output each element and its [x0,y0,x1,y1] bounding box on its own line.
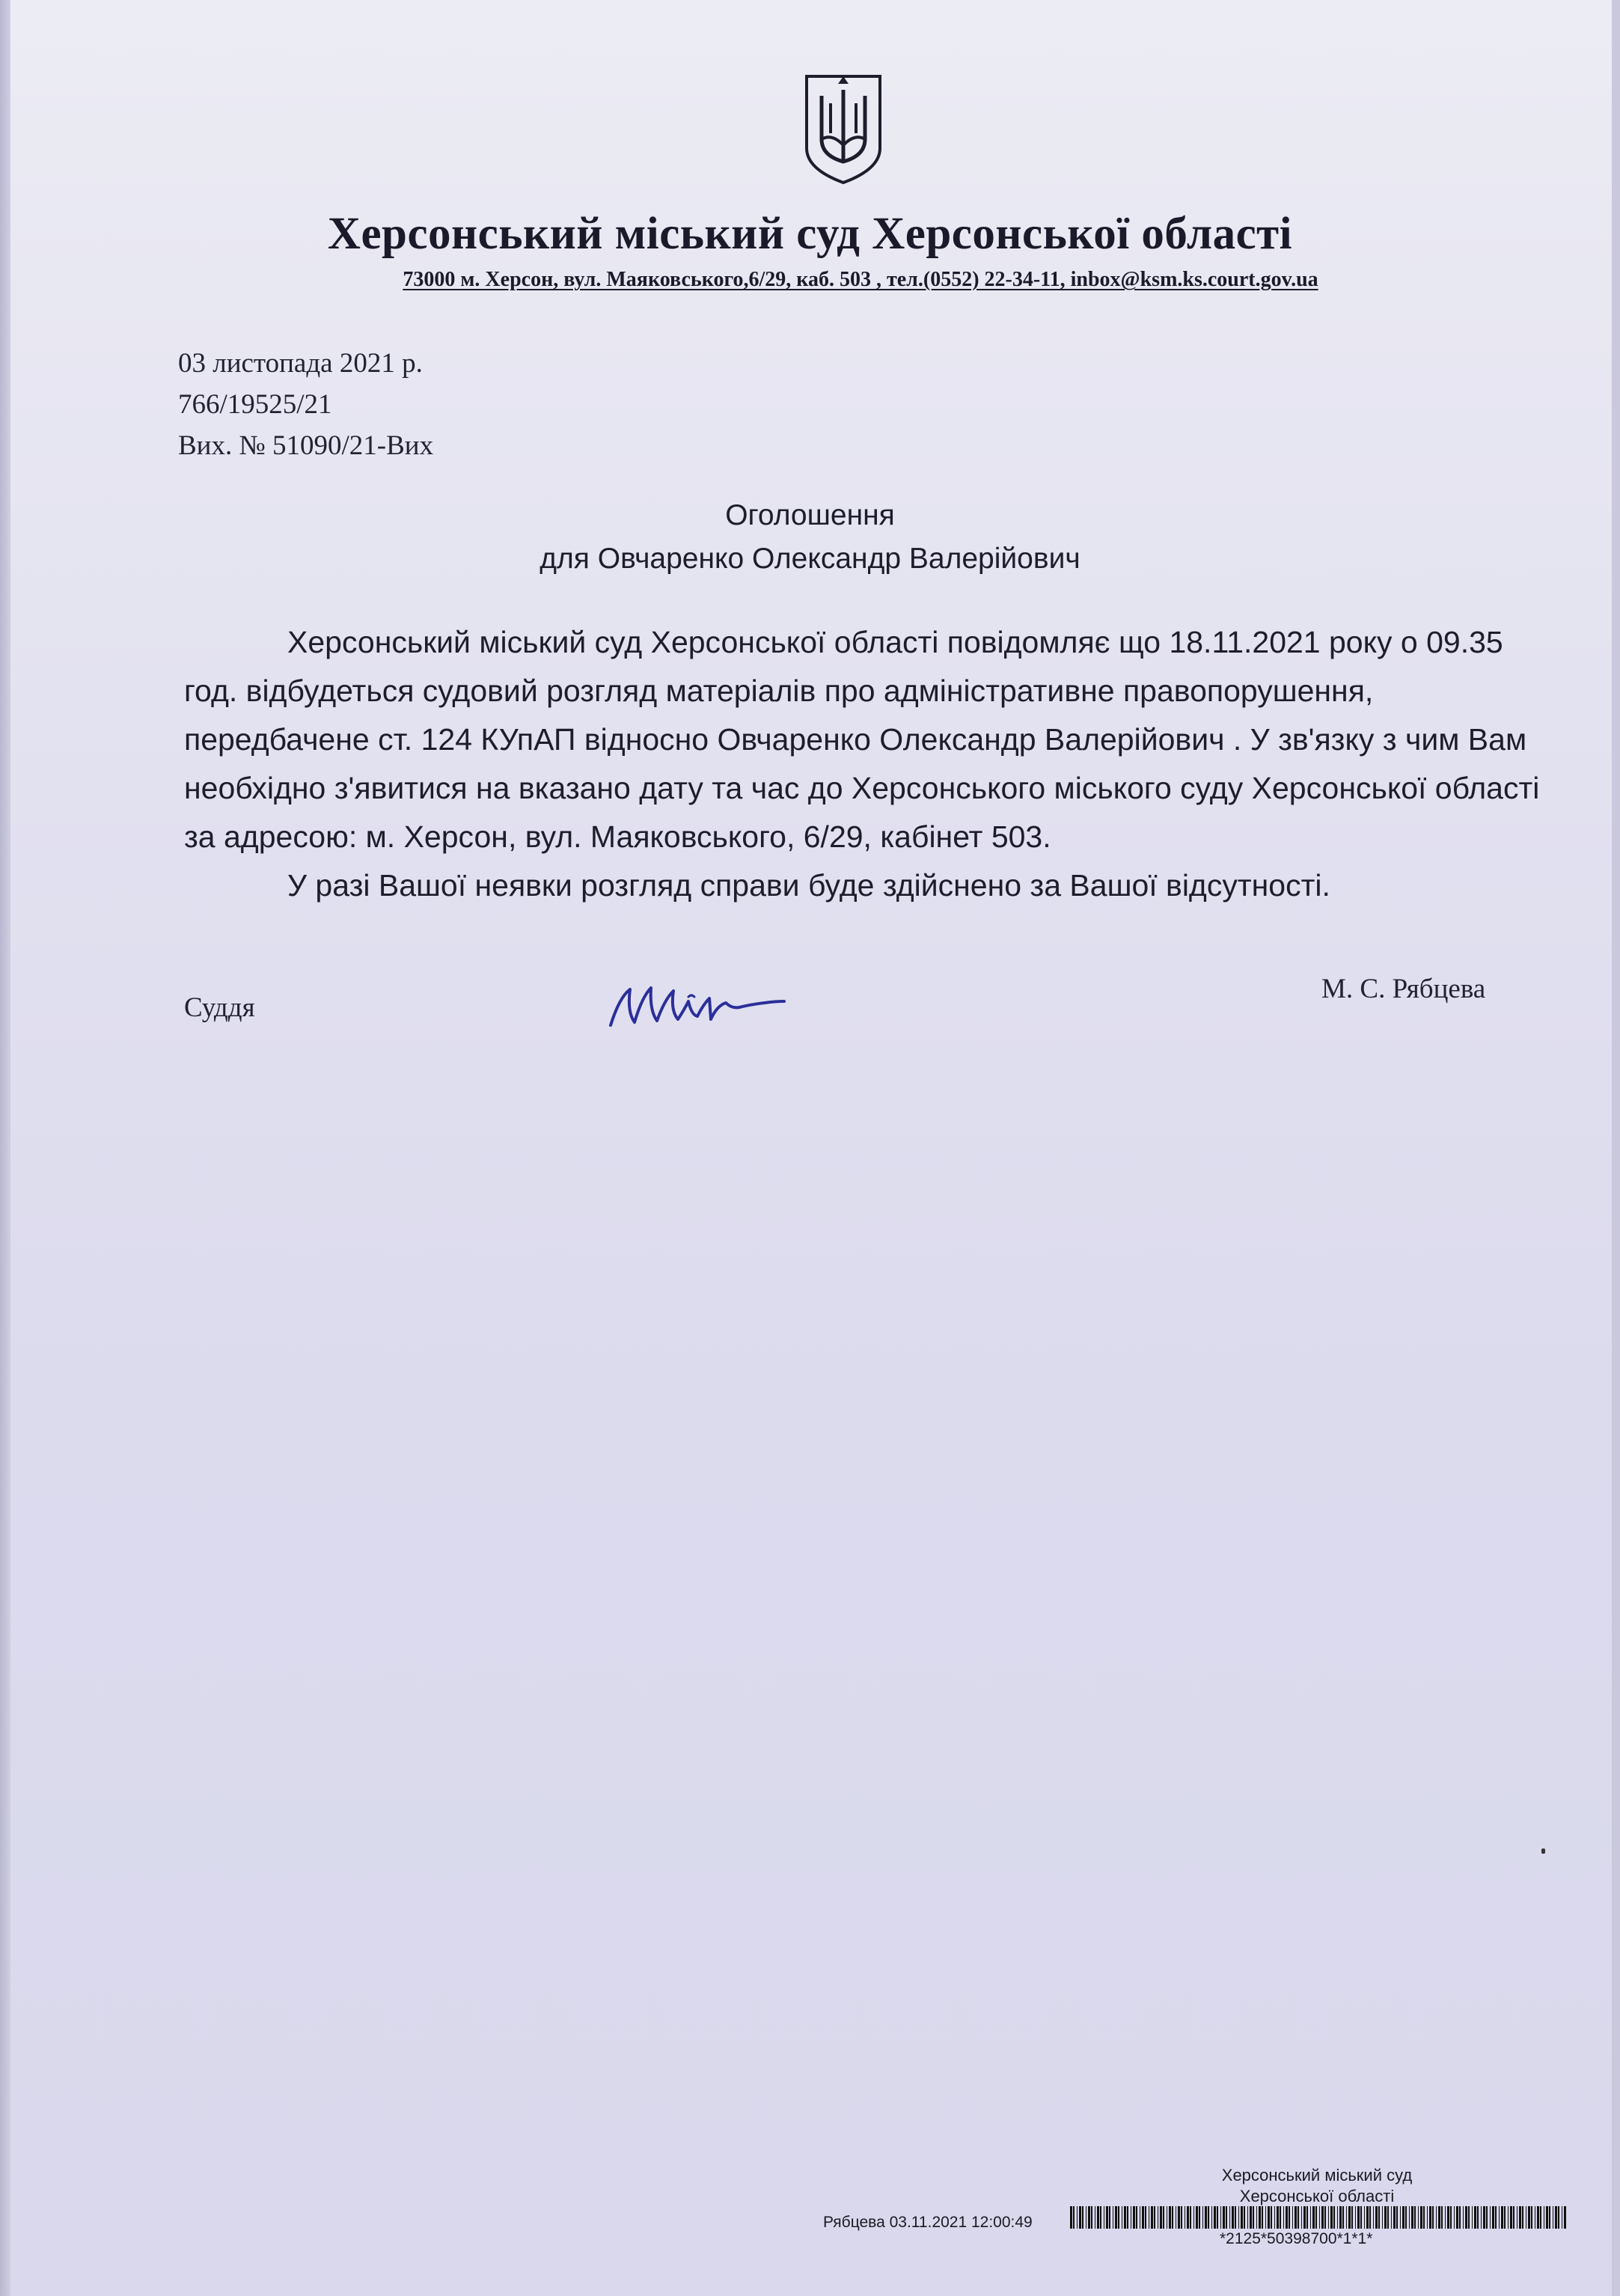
barcode-bar [1286,2206,1288,2229]
barcode-bar [1393,2206,1396,2229]
barcode-bar [1190,2206,1191,2229]
barcode-bar [1124,2206,1126,2229]
barcode-bar [1342,2206,1344,2229]
barcode-bar [1528,2206,1530,2229]
barcode-code: *2125*50398700*1*1* [1220,2230,1373,2247]
outgoing-number: Вих. № 51090/21-Вих [178,430,434,461]
barcode-bar [1481,2206,1482,2229]
barcode-bar [1456,2206,1458,2229]
barcode-bar [1474,2206,1476,2229]
barcode-bar [1351,2206,1353,2229]
barcode-bar [1375,2206,1378,2229]
barcode-bar [1193,2206,1194,2229]
barcode-bar [1504,2206,1506,2229]
barcode-bar [1082,2206,1083,2229]
barcode-bar [1151,2206,1153,2229]
barcode-bar [1378,2206,1380,2229]
document-meta [178,343,433,466]
barcode-bar [1391,2206,1392,2229]
e-stamp-court-line: Херсонський міський суд [1221,2166,1413,2184]
barcode-bar [1333,2206,1335,2229]
e-stamp-signer: Рябцева 03.11.2021 12:00:49 [823,2214,1033,2231]
barcode-bar [1241,2206,1243,2229]
barcode-bar [1306,2206,1308,2229]
barcode-bar [1253,2206,1254,2229]
barcode-bar [1324,2206,1326,2229]
barcode-bar [1115,2206,1117,2229]
barcode-bar [1301,2206,1302,2229]
barcode-bar [1492,2206,1494,2229]
barcode-bar [1384,2206,1387,2229]
barcode-bar [1202,2206,1203,2229]
barcode-bar [1360,2206,1362,2229]
barcode-bar [1427,2206,1428,2229]
barcode-bar [1277,2206,1279,2229]
case-number: 766/19525/21 [178,389,332,420]
barcode-bar [1490,2206,1491,2229]
barcode-bar [1423,2206,1425,2229]
barcode-bar [1244,2206,1245,2229]
body-paragraph: У разі Вашої неявки розгляд справи буде здійснено за Вашої відсутності. [287,868,1330,903]
barcode-bar [1268,2206,1270,2229]
barcode-bar [1238,2206,1239,2229]
barcode-bar [1196,2206,1198,2229]
barcode-bar [1187,2206,1189,2229]
barcode-bar [1454,2206,1455,2229]
barcode-bar [1564,2206,1566,2229]
barcode-bar [1558,2206,1559,2229]
barcode-bar [1499,2206,1500,2229]
barcode-bar [1366,2206,1369,2229]
barcode-bar [1208,2206,1209,2229]
barcode-bar [1459,2206,1461,2229]
barcode-bar [1382,2206,1383,2229]
barcode-bar [1312,2206,1315,2229]
barcode-bar [1109,2206,1110,2229]
barcode-bar [1214,2206,1216,2229]
barcode-bar [1339,2206,1342,2229]
notice-title: Оголошення [725,499,895,531]
barcode-bar [1402,2206,1404,2229]
barcode-bar [1181,2206,1182,2229]
judge-role: Суддя [184,992,255,1023]
barcode-bar [1220,2206,1221,2229]
barcode-bar [1297,2206,1299,2229]
barcode-bar [1396,2206,1398,2229]
barcode-bar [1418,2206,1419,2229]
barcode-bar [1295,2206,1297,2229]
barcode-bar [1330,2206,1333,2229]
barcode-bar [1369,2206,1371,2229]
barcode-bar [1414,2206,1416,2229]
barcode-bar [1328,2206,1329,2229]
barcode [1070,2206,1568,2229]
barcode-bar [1348,2206,1351,2229]
barcode-bar [1429,2206,1431,2229]
paper-speck [1541,1848,1545,1854]
barcode-bar [1468,2206,1470,2229]
barcode-bar [1501,2206,1503,2229]
barcode-bar [1169,2206,1171,2229]
barcode-bar [1283,2206,1284,2229]
barcode-bar [1438,2206,1440,2229]
barcode-bar [1495,2206,1497,2229]
barcode-bar [1232,2206,1234,2229]
barcode-bar [1100,2206,1101,2229]
barcode-bar [1154,2206,1155,2229]
barcode-bar [1070,2206,1072,2229]
barcode-bar [1229,2206,1230,2229]
barcode-bar [1145,2206,1146,2229]
barcode-bar [1265,2206,1266,2229]
e-stamp-court-line: Херсонської області [1239,2187,1395,2205]
barcode-bar [1205,2206,1207,2229]
barcode-bar [1537,2206,1539,2229]
e-stamp-court [1167,2165,1467,2207]
barcode-bar [1373,2206,1374,2229]
barcode-bar [1510,2206,1512,2229]
barcode-bar [1364,2206,1365,2229]
page-left-edge [0,0,10,2296]
body-paragraph: Херсонський міський суд Херсонської області повідомляє що 18.11.2021 року о 09.35 год. відбудеться судовий розгляд матеріалів про адміністративне правопорушення, передбачене ст. 124 КУпАП відносно Овчаренко Олександр Валерійович . У зв'язку з чим Вам необхідно з'явитися на вказано дату та час до Херсонського міського суду Херсонської області за адресою: м. Херсон, вул. Маяковського, 6/29, кабінет 503. [184,625,1540,854]
document-date: 03 листопада 2021 р. [178,348,423,379]
barcode-bar [1280,2206,1281,2229]
barcode-bar [1256,2206,1257,2229]
barcode-bar [1445,2206,1446,2229]
barcode-bar [1088,2206,1090,2229]
barcode-bar [1091,2206,1092,2229]
barcode-bar [1540,2206,1541,2229]
barcode-bar [1235,2206,1236,2229]
barcode-bar [1436,2206,1437,2229]
barcode-bar [1465,2206,1467,2229]
barcode-bar [1136,2206,1137,2229]
barcode-bar [1531,2206,1532,2229]
barcode-bar [1450,2206,1452,2229]
barcode-bar [1310,2206,1311,2229]
barcode-bar [1400,2206,1401,2229]
barcode-bar [1441,2206,1443,2229]
barcode-bar [1199,2206,1200,2229]
barcode-bar [1472,2206,1473,2229]
judge-name: М. С. Рябцева [1321,974,1486,1004]
notice-heading [0,494,1620,581]
barcode-bar [1420,2206,1422,2229]
barcode-bar [1262,2206,1263,2229]
barcode-bar [1319,2206,1320,2229]
barcode-bar [1289,2206,1290,2229]
barcode-bar [1142,2206,1144,2229]
barcode-bar [1519,2206,1521,2229]
barcode-bar [1077,2206,1078,2229]
barcode-bar [1477,2206,1479,2229]
barcode-bar [1546,2206,1548,2229]
barcode-bar [1211,2206,1212,2229]
barcode-bar [1321,2206,1324,2229]
notice-body [184,618,1546,910]
barcode-bar [1226,2206,1227,2229]
barcode-bar [1513,2206,1514,2229]
barcode-bar [1508,2206,1509,2229]
barcode-bar [1405,2206,1407,2229]
barcode-bar [1549,2206,1550,2229]
barcode-bar [1486,2206,1488,2229]
barcode-bar [1337,2206,1338,2229]
barcode-bar [1106,2206,1108,2229]
barcode-bar [1303,2206,1306,2229]
barcode-bar [1271,2206,1272,2229]
barcode-bar [1178,2206,1180,2229]
barcode-bar [1522,2206,1523,2229]
barcode-bar [1118,2206,1119,2229]
barcode-bar [1447,2206,1449,2229]
barcode-bar [1555,2206,1557,2229]
barcode-bar [1387,2206,1389,2229]
page-right-edge [1612,0,1620,2296]
barcode-bar [1097,2206,1099,2229]
barcode-bar [1223,2206,1225,2229]
barcode-bar [1172,2206,1173,2229]
barcode-bar [1346,2206,1347,2229]
barcode-bar [1409,2206,1410,2229]
barcode-bar [1411,2206,1413,2229]
barcode-bar [1315,2206,1317,2229]
barcode-bar [1250,2206,1252,2229]
barcode-bar [1247,2206,1248,2229]
barcode-bar [1357,2206,1360,2229]
court-name: Херсонський міський суд Херсонської області [327,209,1293,259]
barcode-bar [1160,2206,1162,2229]
barcode-bar [1163,2206,1164,2229]
barcode-bar [1127,2206,1128,2229]
barcode-bar [1463,2206,1464,2229]
barcode-bar [1217,2206,1218,2229]
coat-of-arms-icon [802,73,884,186]
court-address: 73000 м. Херсон, вул. Маяковського,6/29, каб. 503 , тел.(0552) 22-34-11, inbox@ksm.ks.court.gov.ua [403,268,1318,291]
barcode-bar [1079,2206,1081,2229]
barcode-bar [1355,2206,1356,2229]
handwritten-signature [605,967,792,1034]
barcode-bar [1133,2206,1135,2229]
barcode-bar [1292,2206,1293,2229]
barcode-bar [1073,2206,1075,2229]
barcode-bar [1274,2206,1275,2229]
barcode-bar [1259,2206,1261,2229]
barcode-bar [1432,2206,1434,2229]
notice-recipient: для Овчаренко Олександр Валерійович [540,543,1080,575]
barcode-bar [1483,2206,1485,2229]
